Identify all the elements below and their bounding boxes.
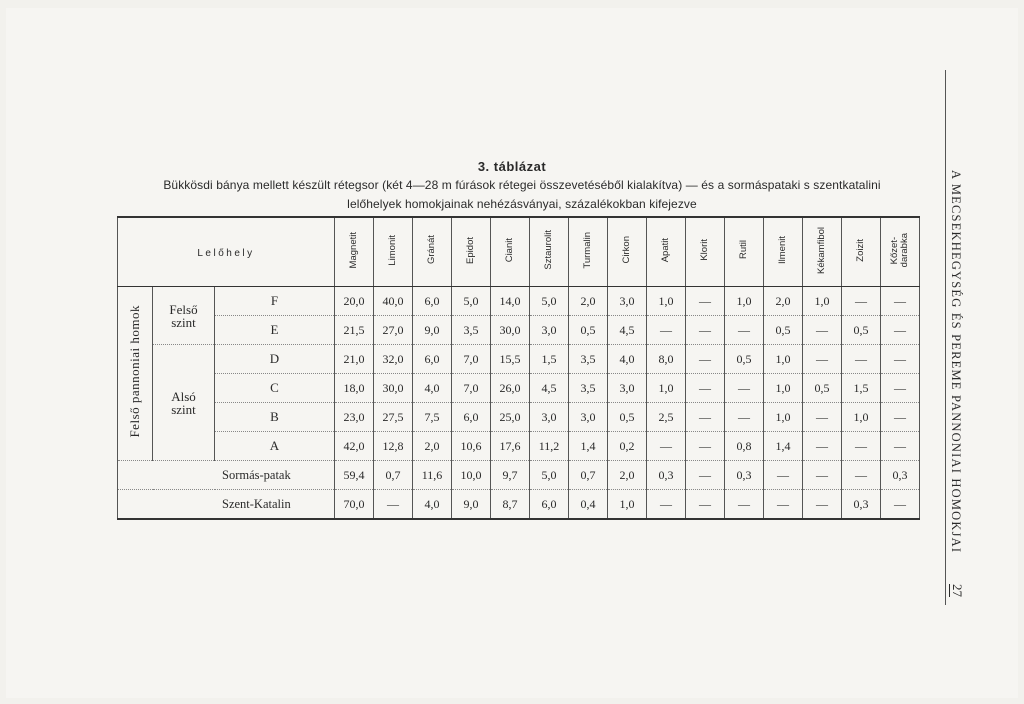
table-row xyxy=(118,287,920,316)
table-cell: 1,4 xyxy=(764,432,803,461)
table-cell: 4,0 xyxy=(413,374,452,403)
table-caption-title: 3. táblázat xyxy=(477,159,547,174)
row-label: Szent-Katalin xyxy=(118,490,335,520)
table-cell: 27,5 xyxy=(374,403,413,432)
table-cell: — xyxy=(803,316,842,345)
table-cell: 1,0 xyxy=(803,287,842,316)
upper-level-label: Felső szint xyxy=(169,301,198,330)
table-cell: — xyxy=(881,432,920,461)
column-header xyxy=(647,217,686,287)
column-header xyxy=(686,217,725,287)
table-cell: — xyxy=(764,461,803,490)
column-header xyxy=(452,217,491,287)
table-row xyxy=(118,461,920,490)
table-cell: — xyxy=(647,432,686,461)
column-header-label: Ilmenit xyxy=(777,236,788,264)
table-cell: 32,0 xyxy=(374,345,413,374)
table-cell: 12,8 xyxy=(374,432,413,461)
table-cell: 3,5 xyxy=(569,345,608,374)
table-cell: 27,0 xyxy=(374,316,413,345)
table-cell: 2,0 xyxy=(608,461,647,490)
table-cell: 1,5 xyxy=(842,374,881,403)
table-cell: 26,0 xyxy=(491,374,530,403)
table-cell: 15,5 xyxy=(491,345,530,374)
table-cell: 3,0 xyxy=(530,316,569,345)
table-cell: 0,4 xyxy=(569,490,608,520)
table-cell: 11,2 xyxy=(530,432,569,461)
table-cell: 8,7 xyxy=(491,490,530,520)
table-cell: 23,0 xyxy=(335,403,374,432)
column-header xyxy=(413,217,452,287)
table-caption-line-2: lelőhelyek homokjainak nehézásványai, százalékokban kifejezve xyxy=(347,197,697,211)
group-label: Felső pannoniai homok xyxy=(127,305,142,438)
table-cell: — xyxy=(803,490,842,520)
table-cell: — xyxy=(842,461,881,490)
table-cell: — xyxy=(881,287,920,316)
table-cell: — xyxy=(686,432,725,461)
table-cell: 9,0 xyxy=(452,490,491,520)
table-cell: — xyxy=(842,287,881,316)
table-cell: 0,3 xyxy=(842,490,881,520)
column-header-label: Limonit xyxy=(387,234,398,266)
column-header-label: Turmalin xyxy=(582,231,593,269)
location-header-cell xyxy=(118,217,335,287)
table-cell: 6,0 xyxy=(452,403,491,432)
table-row xyxy=(118,374,920,403)
column-header xyxy=(842,217,881,287)
table-cell: 4,5 xyxy=(608,316,647,345)
lower-level-cell xyxy=(153,345,215,461)
column-header-label: Cianit xyxy=(504,237,515,263)
column-header xyxy=(335,217,374,287)
lower-level-label: Alsó szint xyxy=(171,388,196,417)
table-cell: 0,5 xyxy=(569,316,608,345)
table-cell: 1,0 xyxy=(647,374,686,403)
table-cell: — xyxy=(725,403,764,432)
table-cell: 3,5 xyxy=(569,374,608,403)
table-cell: 10,6 xyxy=(452,432,491,461)
table-cell: 0,7 xyxy=(569,461,608,490)
column-header xyxy=(374,217,413,287)
table-cell: 9,0 xyxy=(413,316,452,345)
table-cell: 1,0 xyxy=(764,403,803,432)
table-cell: 2,0 xyxy=(764,287,803,316)
table-cell: 2,0 xyxy=(569,287,608,316)
table-cell: — xyxy=(686,403,725,432)
row-label: A xyxy=(215,432,335,461)
table-cell: 59,4 xyxy=(335,461,374,490)
column-header xyxy=(764,217,803,287)
column-header-label: Sztaurolit xyxy=(543,230,554,270)
table-cell: 6,0 xyxy=(413,345,452,374)
table-cell: 1,0 xyxy=(725,287,764,316)
table-cell: 7,0 xyxy=(452,374,491,403)
table-cell: — xyxy=(803,403,842,432)
table-cell: 1,4 xyxy=(569,432,608,461)
page-number: 27 xyxy=(950,584,965,597)
upper-level-cell xyxy=(153,287,215,345)
column-header xyxy=(881,217,920,287)
column-header-label: Cirkon xyxy=(621,236,632,264)
table-cell: 0,8 xyxy=(725,432,764,461)
table-cell: 25,0 xyxy=(491,403,530,432)
table-cell: 0,5 xyxy=(764,316,803,345)
column-header-label: Magnetit xyxy=(348,231,359,269)
table-cell: — xyxy=(842,345,881,374)
row-label: F xyxy=(215,287,335,316)
row-label: B xyxy=(215,403,335,432)
table-cell: 40,0 xyxy=(374,287,413,316)
table-cell: 0,3 xyxy=(725,461,764,490)
column-header-label: Apatit xyxy=(660,237,671,263)
column-header-label: Gránát xyxy=(426,235,437,265)
row-label: D xyxy=(215,345,335,374)
table-cell: 21,0 xyxy=(335,345,374,374)
table-cell: 3,0 xyxy=(608,374,647,403)
table-cell: 1,0 xyxy=(647,287,686,316)
table-cell: 0,5 xyxy=(608,403,647,432)
table-cell: 11,6 xyxy=(413,461,452,490)
table-cell: 8,0 xyxy=(647,345,686,374)
table-cell: 6,0 xyxy=(530,490,569,520)
table-cell: 21,5 xyxy=(335,316,374,345)
table-cell: 20,0 xyxy=(335,287,374,316)
table-cell: — xyxy=(881,374,920,403)
location-header: Lelőhely xyxy=(197,247,255,259)
table-cell: 3,5 xyxy=(452,316,491,345)
column-header-label: Rutil xyxy=(738,240,749,260)
table-cell: 30,0 xyxy=(491,316,530,345)
table-cell: — xyxy=(647,490,686,520)
table-cell: — xyxy=(686,316,725,345)
table-cell: — xyxy=(764,490,803,520)
table-header-row xyxy=(118,217,920,287)
table-cell: — xyxy=(881,345,920,374)
row-label: C xyxy=(215,374,335,403)
table-cell: 18,0 xyxy=(335,374,374,403)
table-cell: 0,3 xyxy=(647,461,686,490)
table-cell: 2,5 xyxy=(647,403,686,432)
table-cell: 3,0 xyxy=(608,287,647,316)
table-cell: — xyxy=(803,461,842,490)
table-row xyxy=(118,316,920,345)
table-cell: — xyxy=(686,490,725,520)
column-header xyxy=(608,217,647,287)
table-cell: 0,7 xyxy=(374,461,413,490)
table-cell: — xyxy=(881,490,920,520)
table-cell: — xyxy=(881,316,920,345)
table-cell: 0,5 xyxy=(842,316,881,345)
column-header-label: Zoizit xyxy=(855,238,866,262)
table-cell: 1,0 xyxy=(608,490,647,520)
table-cell: 14,0 xyxy=(491,287,530,316)
table-cell: — xyxy=(686,374,725,403)
table-cell: 42,0 xyxy=(335,432,374,461)
table-cell: 30,0 xyxy=(374,374,413,403)
table-row xyxy=(118,490,920,520)
table-cell: — xyxy=(725,316,764,345)
column-header-label: Klorit xyxy=(699,239,710,261)
table-cell: — xyxy=(686,461,725,490)
column-header xyxy=(530,217,569,287)
table-cell: 6,0 xyxy=(413,287,452,316)
group-label-cell xyxy=(118,287,153,461)
table-cell: 5,0 xyxy=(452,287,491,316)
running-head: A MECSEKHEGYSÉG ÉS PEREME PANNONIAI HOMOKJAI xyxy=(949,170,963,554)
column-header xyxy=(803,217,842,287)
table-row xyxy=(118,432,920,461)
table-caption-line-1: Bükkösdi bánya mellett készült rétegsor (két 4—28 m fúrások rétegei összevetéséből kialakítva) — és a sormáspataki s szentkatalini xyxy=(163,178,881,192)
table-cell: — xyxy=(686,287,725,316)
column-header-label: Kőzet- darabka xyxy=(889,232,910,268)
table-cell: 7,0 xyxy=(452,345,491,374)
column-header-label: Kékamfibol xyxy=(816,226,827,274)
table-cell: 5,0 xyxy=(530,461,569,490)
table-cell: 5,0 xyxy=(530,287,569,316)
column-header xyxy=(725,217,764,287)
column-header-label: Epidot xyxy=(465,236,476,264)
table-cell: 10,0 xyxy=(452,461,491,490)
table-cell: 4,0 xyxy=(413,490,452,520)
table-cell: — xyxy=(374,490,413,520)
table-cell: 1,0 xyxy=(842,403,881,432)
table-cell: — xyxy=(842,432,881,461)
table-cell: — xyxy=(803,432,842,461)
table-cell: — xyxy=(686,345,725,374)
heavy-minerals-table xyxy=(117,216,920,520)
table-cell: 17,6 xyxy=(491,432,530,461)
row-label: Sormás-patak xyxy=(118,461,335,490)
table-cell: 0,5 xyxy=(725,345,764,374)
table-cell: 9,7 xyxy=(491,461,530,490)
table-row xyxy=(118,403,920,432)
table-cell: 1,0 xyxy=(764,345,803,374)
column-header xyxy=(491,217,530,287)
table-cell: — xyxy=(647,316,686,345)
table-cell: — xyxy=(725,490,764,520)
table-cell: — xyxy=(881,403,920,432)
table-cell: 70,0 xyxy=(335,490,374,520)
table-row xyxy=(118,345,920,374)
table-cell: 4,0 xyxy=(608,345,647,374)
column-header xyxy=(569,217,608,287)
table-cell: 1,5 xyxy=(530,345,569,374)
table-cell: — xyxy=(725,374,764,403)
table-cell: 0,2 xyxy=(608,432,647,461)
table-cell: — xyxy=(803,345,842,374)
table-cell: 3,0 xyxy=(530,403,569,432)
table-cell: 3,0 xyxy=(569,403,608,432)
row-label: E xyxy=(215,316,335,345)
table-cell: 0,5 xyxy=(803,374,842,403)
table-cell: 4,5 xyxy=(530,374,569,403)
table-cell: 0,3 xyxy=(881,461,920,490)
side-rule xyxy=(945,70,946,605)
table-cell: 2,0 xyxy=(413,432,452,461)
table-cell: 7,5 xyxy=(413,403,452,432)
table-cell: 1,0 xyxy=(764,374,803,403)
